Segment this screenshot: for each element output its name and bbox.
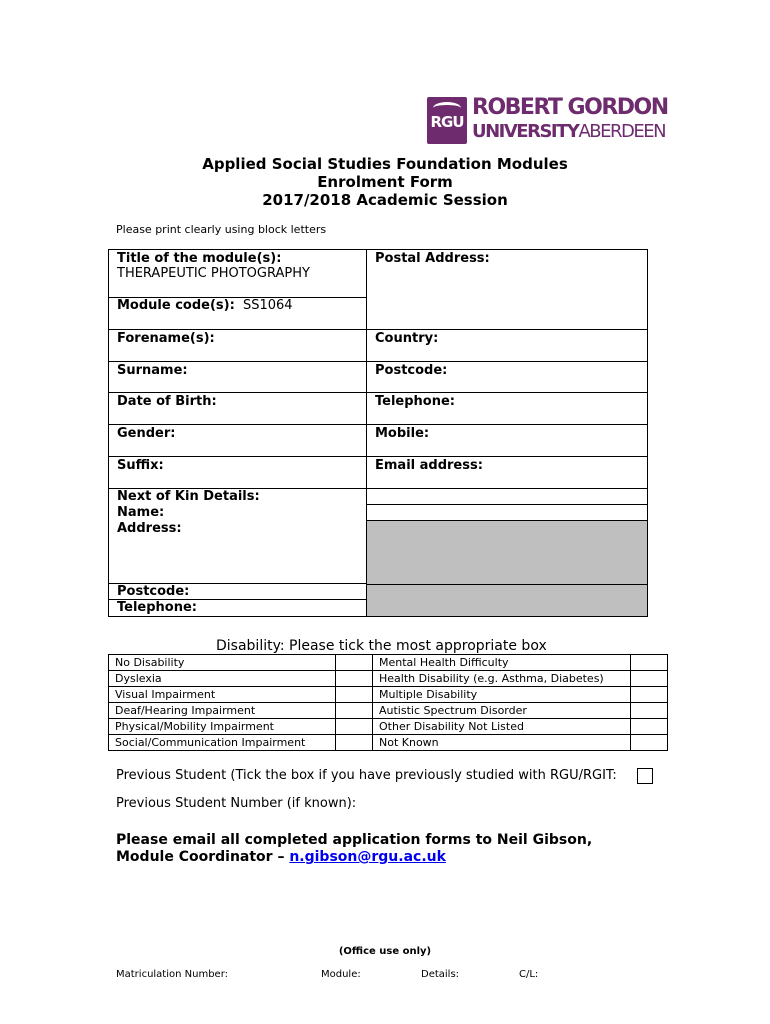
module-title-label: Title of the module(s): (117, 251, 282, 266)
email-note-line2 (116, 849, 592, 866)
module-title-value: THERAPEUTIC PHOTOGRAPHY (117, 266, 310, 281)
office-grey-cell-2 (367, 584, 648, 616)
disability-option: Social/Communication Impairment (109, 735, 336, 751)
form-title-line2: Enrolment Form (317, 173, 453, 191)
office-cl-label: C/L: (519, 969, 539, 980)
surname-cell[interactable] (109, 362, 367, 393)
country-label: Country: (375, 331, 439, 346)
kin-address-label: Address: (117, 521, 182, 536)
kin-blank-cell-1[interactable] (367, 489, 648, 505)
logo-mark-text: RGU (430, 113, 464, 131)
mobile-cell[interactable] (367, 425, 648, 457)
disability-checkbox[interactable] (631, 687, 668, 703)
disability-checkbox[interactable] (336, 655, 373, 671)
logo-line2b: ABERDEEN (578, 121, 666, 142)
forename-label: Forename(s): (117, 331, 215, 346)
postcode-label: Postcode: (375, 363, 448, 378)
disability-option: Deaf/Hearing Impairment (109, 703, 336, 719)
next-of-kin-cell[interactable] (109, 489, 367, 617)
module-title-cell[interactable] (109, 250, 367, 298)
disability-checkbox[interactable] (336, 735, 373, 751)
office-grey-cell (367, 521, 648, 584)
disability-row (109, 735, 668, 751)
logo-line2a: UNIVERSITY (472, 121, 579, 142)
module-code-label: Module code(s): (117, 298, 235, 313)
disability-row (109, 655, 668, 671)
disability-checkbox[interactable] (631, 719, 668, 735)
disability-checkbox[interactable] (631, 671, 668, 687)
email-note-prefix: Module Coordinator – (116, 849, 285, 865)
previous-student-text: Previous Student (Tick the box if you have previously studied with RGU/RGIT: (116, 768, 617, 783)
matriculation-label: Matriculation Number: (116, 969, 229, 980)
mobile-label: Mobile: (375, 426, 430, 441)
disability-option: No Disability (109, 655, 336, 671)
disability-checkbox[interactable] (336, 671, 373, 687)
kin-name-label: Name: (117, 505, 165, 520)
telephone-label: Telephone: (375, 394, 455, 409)
disability-option: Not Known (373, 735, 631, 751)
disability-option: Autistic Spectrum Disorder (373, 703, 631, 719)
previous-student-checkbox[interactable] (637, 768, 653, 784)
postcode-cell[interactable] (367, 362, 648, 393)
forename-cell[interactable] (109, 330, 367, 362)
disability-checkbox[interactable] (336, 719, 373, 735)
disability-row (109, 671, 668, 687)
disability-option: Health Disability (e.g. Asthma, Diabetes) (373, 671, 631, 687)
dob-cell[interactable] (109, 393, 367, 425)
disability-row (109, 719, 668, 735)
kin-heading: Next of Kin Details: (117, 489, 260, 504)
disability-checkbox[interactable] (336, 687, 373, 703)
gender-cell[interactable] (109, 425, 367, 457)
module-code-value: SS1064 (242, 298, 293, 313)
disability-option: Dyslexia (109, 671, 336, 687)
logo-line1: ROBERT GORDON (472, 95, 668, 120)
disability-option: Mental Health Difficulty (373, 655, 631, 671)
disability-checkbox[interactable] (631, 735, 668, 751)
gender-label: Gender: (117, 426, 176, 441)
email-instructions (116, 832, 592, 866)
form-title-line1: Applied Social Studies Foundation Modules (202, 155, 568, 173)
postal-address-label: Postal Address: (375, 251, 490, 266)
module-code-cell[interactable] (109, 298, 367, 330)
suffix-cell[interactable] (109, 457, 367, 489)
email-label: Email address: (375, 458, 483, 473)
email-note-line1: Please email all completed application forms to Neil Gibson, (116, 832, 593, 848)
suffix-label: Suffix: (117, 458, 164, 473)
disability-heading: Disability: Please tick the most appropriate box (216, 638, 547, 654)
disability-table (108, 654, 668, 751)
instruction-text: Please print clearly using block letters (116, 223, 327, 236)
previous-student-number-label: Previous Student Number (if known): (116, 796, 357, 811)
university-logo (427, 95, 668, 147)
surname-label: Surname: (117, 363, 188, 378)
kin-telephone-label: Telephone: (117, 600, 197, 615)
form-title-line3: 2017/2018 Academic Session (262, 191, 508, 209)
email-cell[interactable] (367, 457, 648, 489)
coordinator-email-link[interactable]: n.gibson@rgu.ac.uk (289, 849, 446, 865)
disability-checkbox[interactable] (631, 703, 668, 719)
postal-address-cell[interactable] (367, 250, 648, 330)
telephone-cell[interactable] (367, 393, 648, 425)
disability-option: Physical/Mobility Impairment (109, 719, 336, 735)
disability-row (109, 703, 668, 719)
office-use-heading: (Office use only) (338, 946, 432, 957)
office-module-label: Module: (321, 969, 361, 980)
disability-row (109, 687, 668, 703)
office-details-label: Details: (421, 969, 460, 980)
dob-label: Date of Birth: (117, 394, 217, 409)
logo-line2 (472, 121, 665, 142)
country-cell[interactable] (367, 330, 648, 362)
enrolment-table (108, 249, 648, 617)
disability-checkbox[interactable] (336, 703, 373, 719)
kin-blank-cell-2[interactable] (367, 505, 648, 521)
disability-option: Multiple Disability (373, 687, 631, 703)
disability-option: Other Disability Not Listed (373, 719, 631, 735)
logo-mark (427, 97, 467, 144)
disability-option: Visual Impairment (109, 687, 336, 703)
kin-postcode-label: Postcode: (109, 584, 366, 600)
disability-checkbox[interactable] (631, 655, 668, 671)
